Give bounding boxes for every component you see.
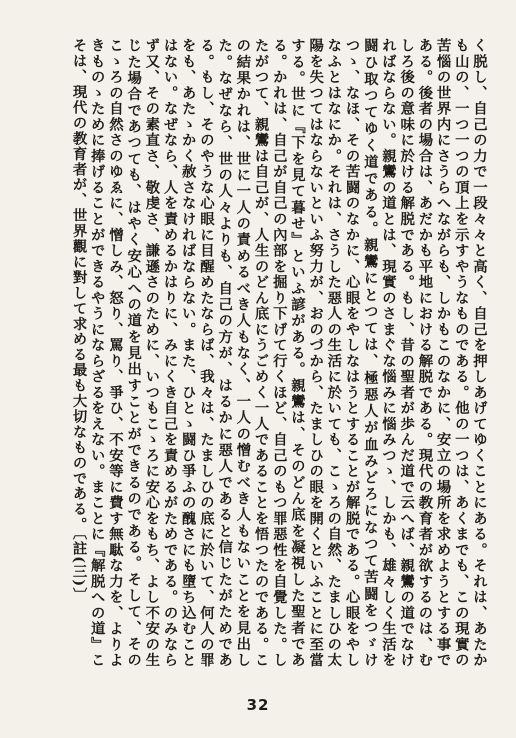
body-text bbox=[32, 38, 488, 668]
page-number: 32 bbox=[246, 696, 270, 714]
paragraph: く脱し、自己の力で一段々々と高く、自己を押しあげてゆくことにある。それは、あたかも山の、一つ一つの頂上を示すやうなものである。他の一つは、あくまでも、この現實の苦惱の世界内にさうらへながらも、しかもこのなかに、安立の場所を求めようとする事である。後者の場合は、あだかも平地における解脱である。現代の教育者が欲するのは、むしろ後の意味に於ける解脱である。もし、昔の聖者が歩んだ道で云へば、親鸞の道でなければならない。親鸞の道とは、現實のさまぐな惱みに惱みつゝ、しかも、雄々しく生活を闘ひ取つてゆく道である。親鸞にとつては、極惡人が血みどろになつて苦闘をつゞけつゝ、なほ、その苦闘のなかに、心眼をやしなはうとすることが解脱である。心眼をやしなふとはなにか。それは、さうした惡人の生活に於いても、こゝろの自然、たましひの太陽を失つてはならないといふ努力が、おのづから、たましひの眼を開くといふことに至當する。世に『下を見て暮せ』といふ諺がある。親鸞は、そのどん底を凝視した聖者である。かれは、自己が自己の內部を掘り下げて行くほど、自己のもつ罪惡性を自覺した。したがつて、親鸞は自己が、人生のどん底にうごめく一人であることを悟つたのである。この結果かれは、世に一人の責めるべき人もなく、一人の憎むべき人もないことを見出した。なぜなら、世の人々よりも、自己の方が、はるかに惡人であると信じたがためである。もし、そのやうな心眼に目醒めたならば、我々は、たましひの底に於いて、何人の罪をも、あたゝかく赦さなければならない。また、ひとゝ闘ひ爭ふの醜さにも墮ち込むことはない。なぜなら、人を責めるかはりに、みにくき自己を責めるがためである。のみならず又、その素直さ、敬虔さ、謙遜さのために、いつもこゝろに安心をもち、よし不安の生じた場合であつても、はやく安心への道を見出すことができるのである。そして、そのこゝろの自然さのゆゑに、憎しみ、怒り、罵り、爭ひ、不安等に費す無駄な力を、よりよきものゝために捧げることができるやうにならざるをえない。まことに『解脱への道』こそは、現代の教育者が、世界觀に對して求める最も大切なものである。〔註(三)〕 bbox=[70, 38, 488, 668]
